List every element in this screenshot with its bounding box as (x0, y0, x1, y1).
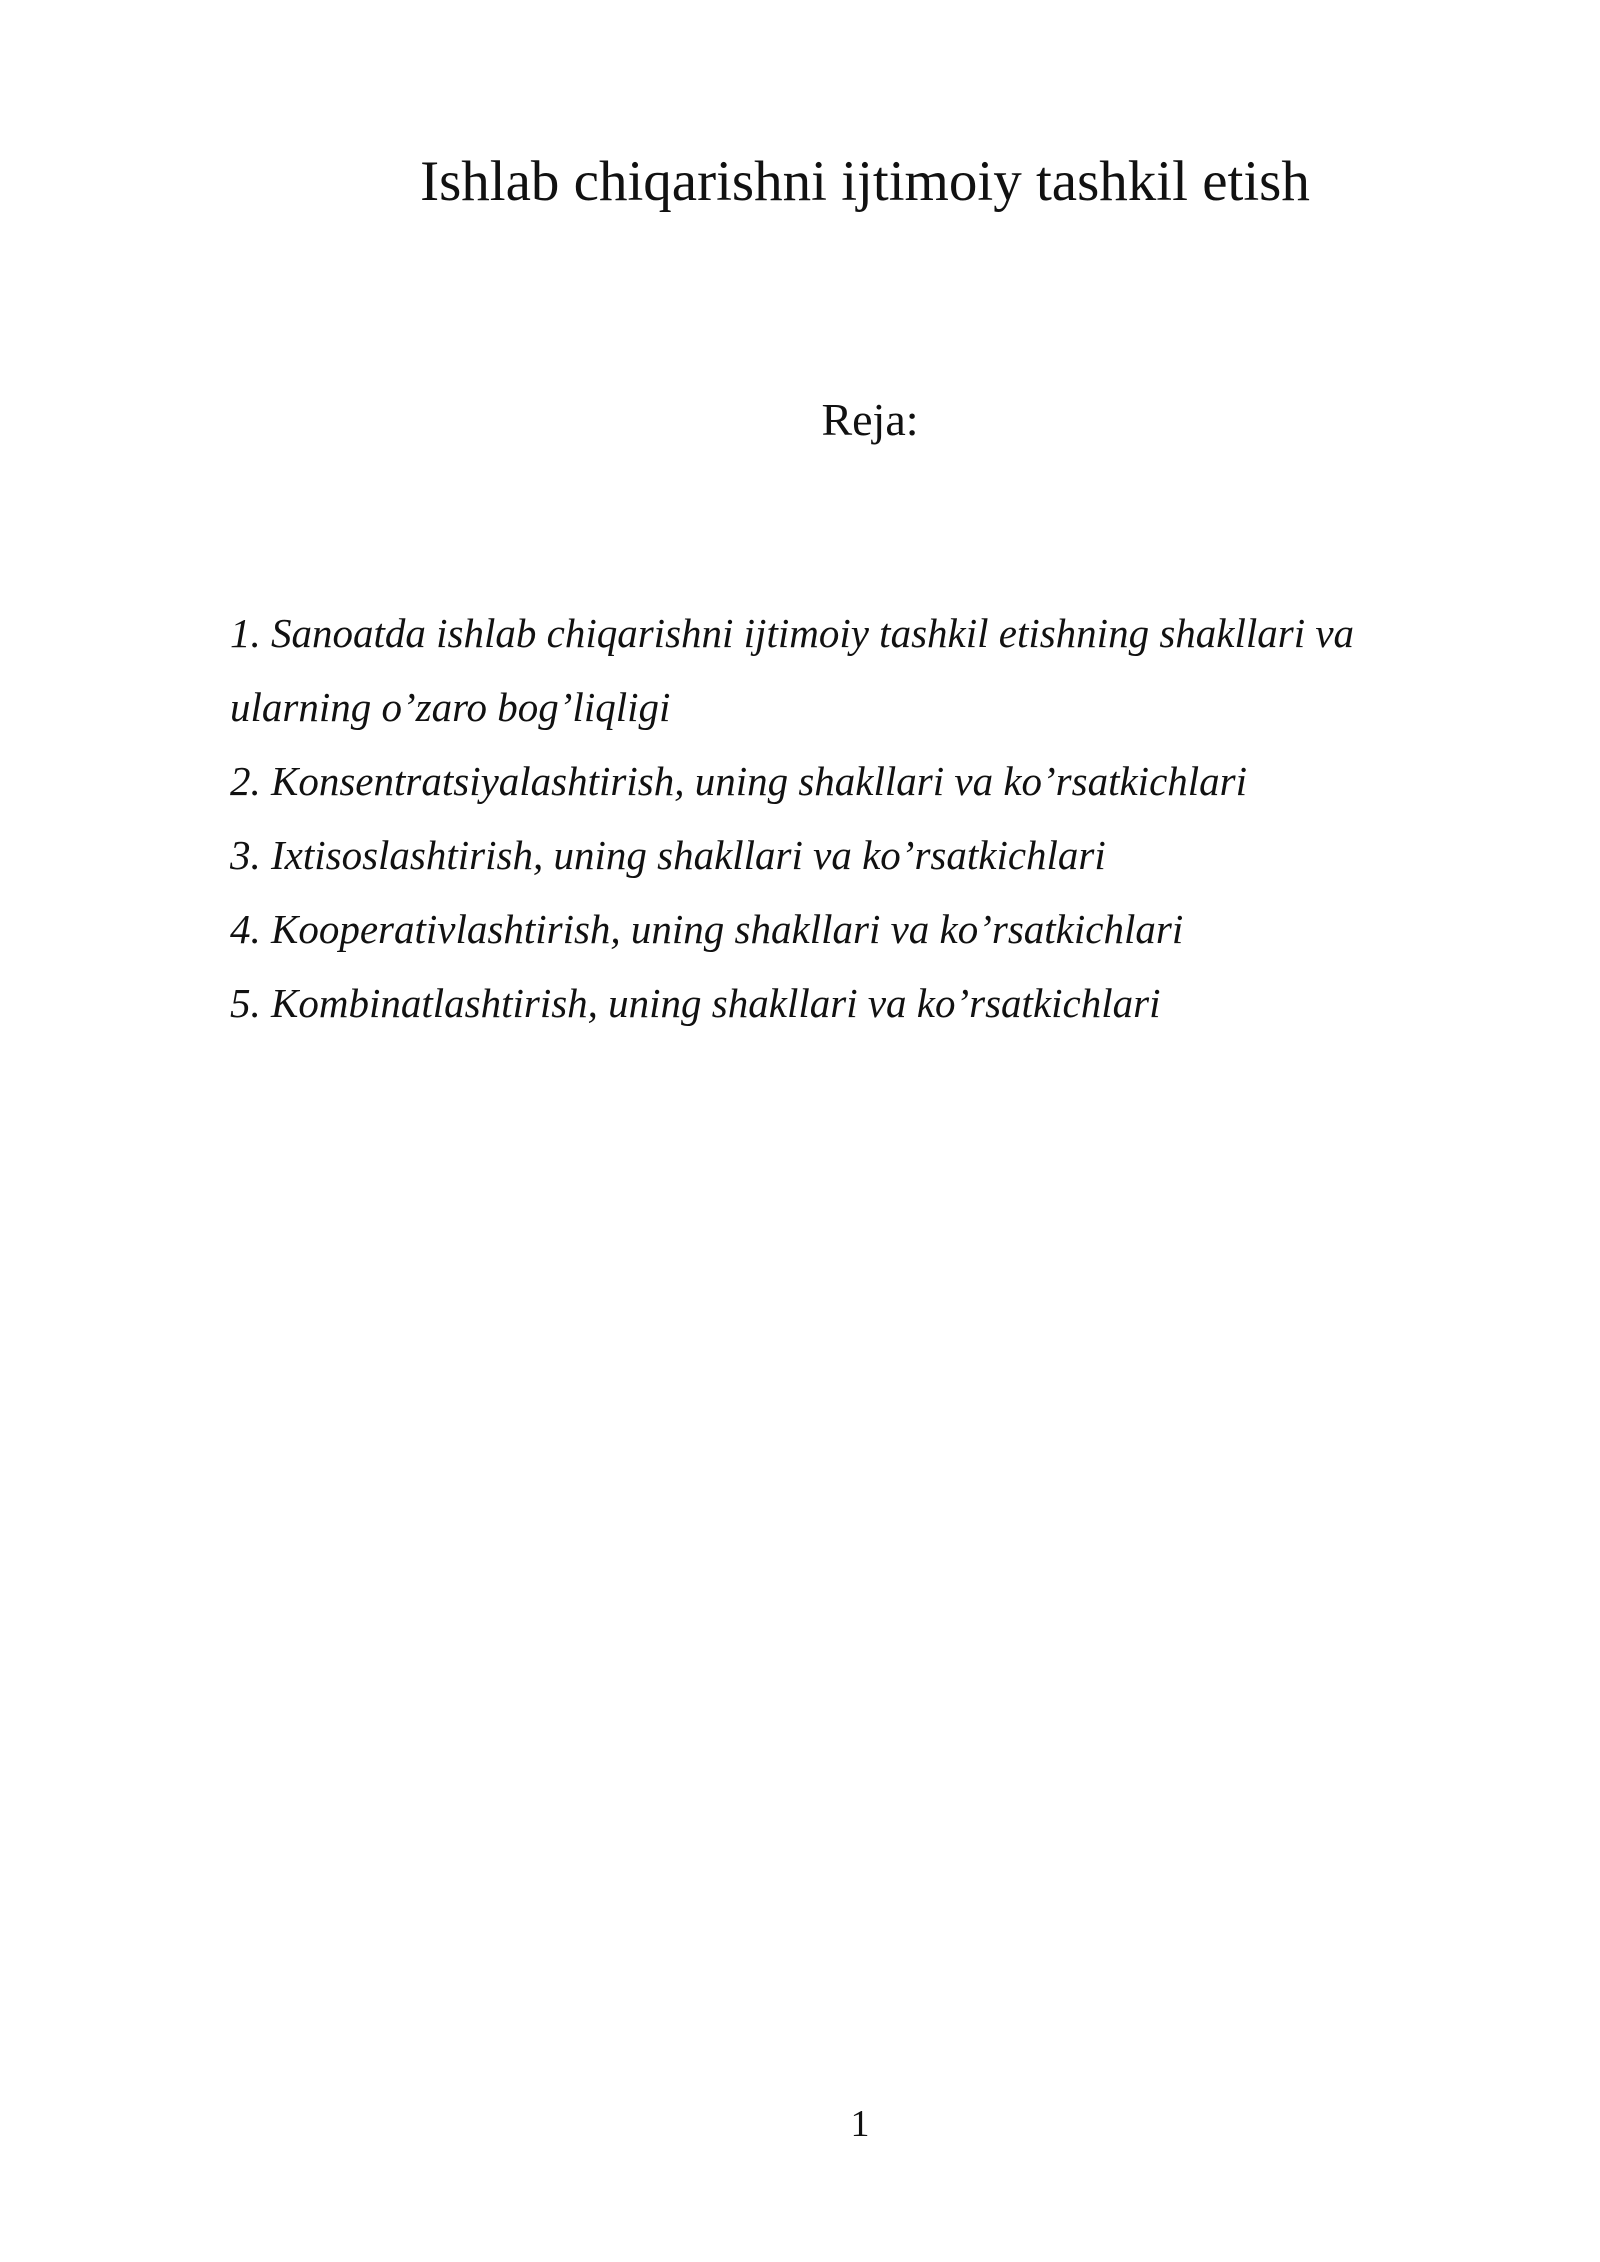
title-container (0, 148, 1600, 216)
plan-heading-container (0, 392, 1600, 447)
plan-heading: Reja: (821, 394, 919, 445)
plan-list (230, 596, 1450, 1040)
plan-item: 1. Sanoatda ishlab chiqarishni ijtimoiy tashkil etishning shakllari va (230, 610, 1355, 656)
plan-item-continuation: ularning o’zaro bog’liqligi (230, 684, 671, 730)
page-number-container (0, 2102, 1600, 2148)
page-number: 1 (850, 2103, 870, 2145)
document-title: Ishlab chiqarishni ijtimoiy tashkil etish (420, 150, 1310, 213)
plan-item: 4. Kooperativlashtirish, uning shakllari va ko’rsatkichlari (230, 906, 1184, 952)
plan-item: 5. Kombinatlashtirish, uning shakllari va ko’rsatkichlari (230, 980, 1161, 1026)
plan-item: 3. Ixtisoslashtirish, uning shakllari va ko’rsatkichlari (230, 832, 1106, 878)
plan-item: 2. Konsentratsiyalashtirish, uning shakllari va ko’rsatkichlari (230, 758, 1248, 804)
